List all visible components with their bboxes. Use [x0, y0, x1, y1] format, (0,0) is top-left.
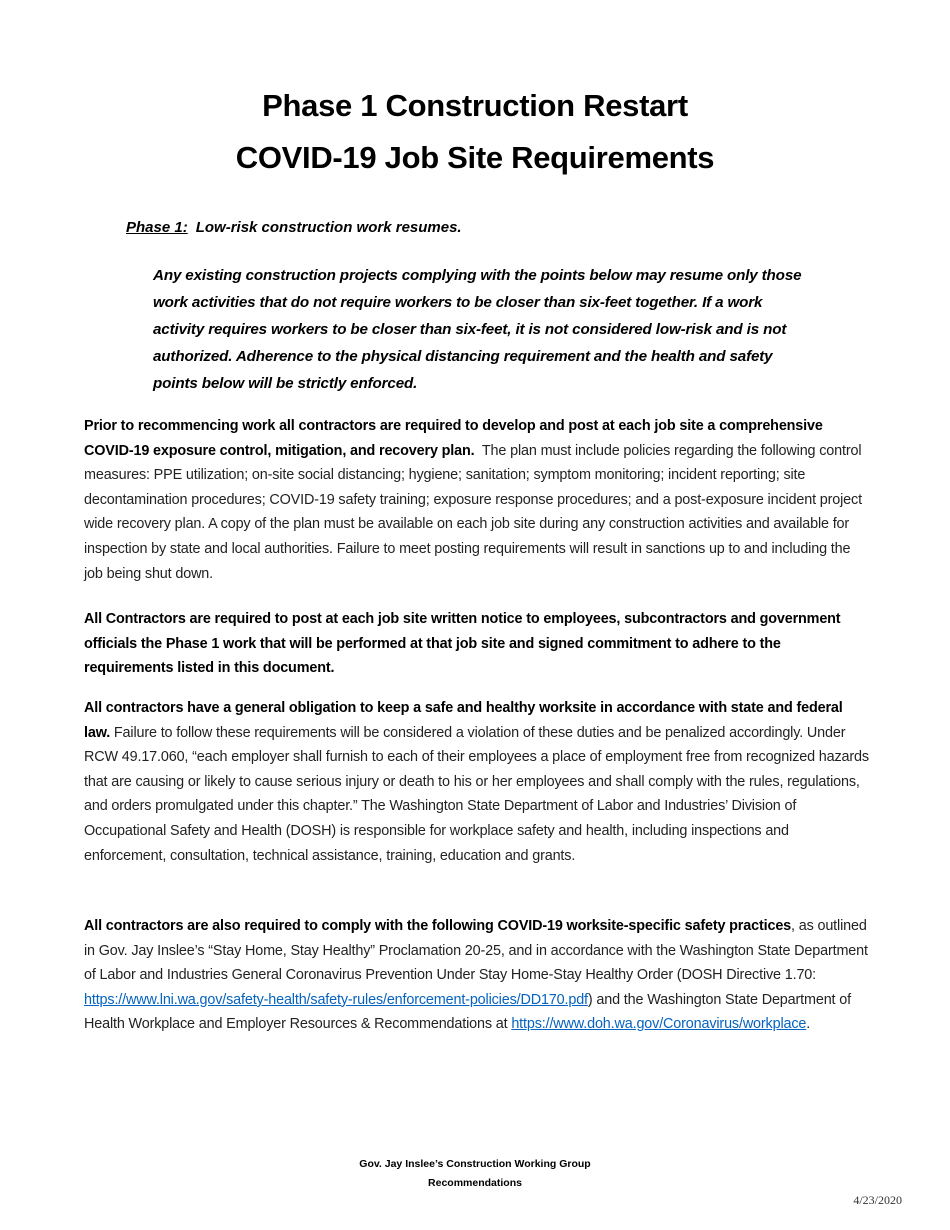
footer-line-1: Gov. Jay Inslee’s Construction Working Group [359, 1158, 591, 1170]
intro-paragraph: Any existing construction projects complying with the points below may resume only those work activities that do not require workers to be closer than six-feet together. If a work activity requires workers to be closer than six-feet, it is not considered low-risk and is not authorized. Adherence to the physical distancing requirement and the health and safety points below will be strictly enforced. [153, 267, 802, 392]
doh-workplace-link[interactable]: https://www.doh.wa.gov/Coronavirus/workplace [511, 1016, 807, 1033]
paragraph-text: The plan must include policies regarding the following control measures: PPE utilization; on-site social distancing; hygiene; sanitation; symptom monitoring; incident reporting; site decontamination procedures; COVID-19 safety training; exposure response procedures; and a post-exposure incident project wide recovery plan. A copy of the plan must be available on each job site during any construction activities and available for inspection by state and local authorities. Failure to meet posting requirements will result in sanctions up to and including the job being shut down. [84, 442, 866, 582]
paragraph-notice [84, 607, 869, 681]
lni-directive-link[interactable]: https://www.lni.wa.gov/safety-health/safety-rules/enforcement-policies/DD170.pdf [84, 991, 588, 1008]
page-subtitle: COVID-19 Job Site Requirements [235, 140, 715, 175]
paragraph-bold: All contractors are also required to comply with the following COVID-19 worksite-specific safety practices [84, 918, 792, 934]
footer-line-2: Recommendations [428, 1177, 522, 1189]
paragraph-obligation [84, 696, 869, 868]
paragraph-plan [84, 414, 869, 586]
footer-date: 4/23/2020 [853, 1193, 902, 1207]
page-title: Phase 1 Construction Restart [262, 88, 688, 123]
paragraph-bold: All Contractors are required to post at each job site written notice to employees, subcontractors and government officials the Phase 1 work that will be performed at that job site and signed commitment to adhere to the requirements listed in this document. [84, 611, 841, 677]
paragraph-bold: Prior to recommencing work all contractors are required to develop and post at each job site a comprehensive COVID-19 exposure control, mitigation, and recovery plan. [84, 418, 823, 459]
phase-heading [126, 219, 462, 236]
paragraph-text: Failure to follow these requirements will be considered a violation of these duties and be penalized accordingly. Under RCW 49.17.060, “each employer shall furnish to each of their employees a place of employment free from recognized hazards that are causing or likely to cause serious injury or death to his or her employees and shall comply with the rules, regulations, and orders promulgated under this chapter.” The Washington State Department of Labor and Industries’ Division of Occupational Safety and Health (DOSH) is responsible for workplace safety and health, including inspections and enforcement, consultation, technical assistance, training, education and grants. [84, 724, 869, 864]
paragraph-practices [84, 914, 869, 1037]
paragraph-bold: All contractors have a general obligation to keep a safe and healthy worksite in accordance with state and federal law. [84, 700, 843, 741]
paragraph-text: , as outlined in Gov. Jay Inslee’s “Stay Home, Stay Healthy” Proclamation 20-25, and in accordance with the Washington State Department of Labor and Industries General Coronavirus Prevention Under Stay Home-Stay Healthy Order (DOSH Directive 1.70: [84, 918, 868, 984]
phase-label: Phase 1: [126, 219, 188, 236]
paragraph-text: ) and the Washington State Department of Health Workplace and Employer Resources & Recommendations at [84, 991, 851, 1033]
paragraph-text: . [806, 1016, 811, 1033]
phase-text: Low-risk construction work resumes. [195, 219, 462, 236]
